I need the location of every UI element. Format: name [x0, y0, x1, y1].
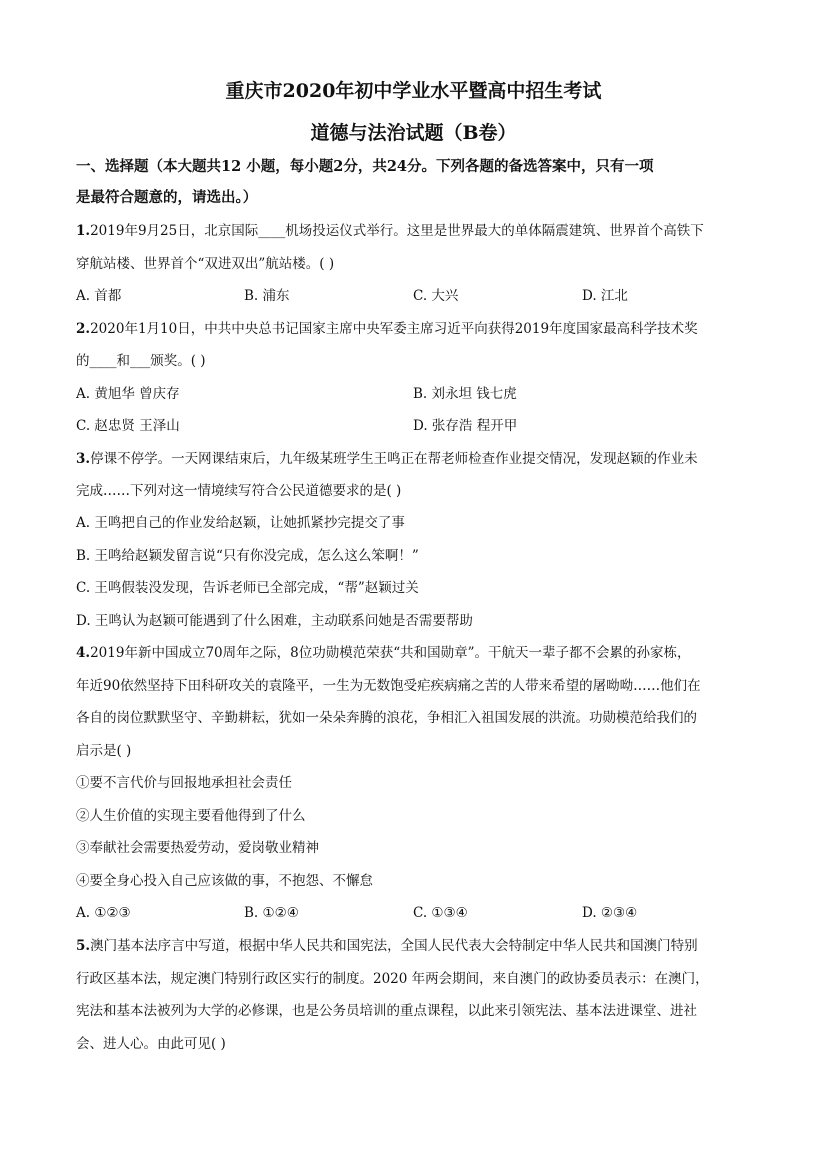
question-2-option-d: D. 张存浩 程开甲 [413, 418, 518, 434]
question-4-item-1: ①要不言代价与回报地承担社会责任 [76, 775, 292, 791]
question-3-stem-line-2: 完成……下列对这一情境续写符合公民道德要求的是( ) [76, 483, 402, 499]
question-4-option-a: A. ①②③ [76, 905, 131, 921]
question-4-stem-line-1 [76, 644, 691, 662]
question-2-option-c: C. 赵忠贤 王泽山 [76, 418, 180, 434]
question-3-option-d: D. 王鸣认为赵颖可能遇到了什么困难，主动联系问她是否需要帮助 [76, 613, 473, 629]
section-heading-line-2: 是最符合题意的，请选出。） [76, 189, 258, 206]
question-text: 澳门基本法序言中写道，根据中华人民共和国宪法，全国人民代表大会特制定中华人民共和国澳门特别 [90, 938, 698, 954]
question-number: 5. [76, 938, 91, 954]
question-2-option-a: A. 黄旭华 曾庆存 [76, 386, 180, 402]
question-2-stem-line-2: 的____和___颁奖。( ) [76, 353, 206, 369]
question-5-stem-line-2: 行政区基本法，规定澳门特别行政区实行的制度。2020 年两会期间，来自澳门的政协委员表示：在澳门， [76, 971, 709, 987]
question-5-stem-line-3: 宪法和基本法被列为大学的必修课，也是公务员培训的重点课程，以此来引领宪法、基本法进课堂、进社 [76, 1003, 697, 1019]
question-4-option-c: C. ①③④ [413, 905, 468, 921]
question-number: 3. [76, 451, 91, 467]
question-4-option-b: B. ①②④ [244, 905, 299, 921]
question-text: 2020年1月10日，中共中央总书记国家主席中央军委主席习近平向获得2019年度国家最高科学技术奖 [90, 321, 698, 337]
question-4-stem-line-4: 启示是( ) [76, 743, 132, 759]
question-4-item-4: ④要全身心投入自己应该做的事，不抱怨、不懈怠 [76, 873, 373, 889]
question-4-stem-line-3: 各自的岗位默默坚守、辛勤耕耘，犹如一朵朵奔腾的浪花，争相汇入祖国发展的洪流。功勋模范给我们的 [76, 710, 697, 726]
question-3-stem-line-1 [76, 450, 698, 468]
question-4-item-3: ③奉献社会需要热爱劳动，爱岗敬业精神 [76, 840, 319, 856]
question-text: 停课不停学。一天网课结束后，九年级某班学生王鸣正在帮老师检查作业提交情况，发现赵颖的作业未 [90, 451, 698, 467]
question-2-stem-line-1 [76, 320, 698, 338]
exam-subtitle: 道德与法治试题（B卷） [310, 122, 517, 144]
question-number: 4. [76, 645, 91, 661]
exam-title: 重庆市2020年初中学业水平暨高中招生考试 [225, 80, 602, 102]
question-4-option-d: D. ②③④ [582, 905, 638, 921]
question-number: 2. [76, 321, 91, 337]
question-1-stem-line-1 [76, 222, 704, 240]
question-3-option-c: C. 王鸣假装没发现，告诉老师已全部完成，“帮”赵颖过关 [76, 580, 419, 596]
question-4-stem-line-2: 年近90依然坚持下田科研攻关的袁隆平，一生为无数饱受疟疾病痛之苦的人带来希望的屠呦呦……他们在 [76, 678, 701, 694]
question-number: 1. [76, 223, 91, 239]
question-1-option-b: B. 浦东 [244, 288, 290, 304]
question-3-option-b: B. 王鸣给赵颖发留言说“只有你没完成，怎么这么笨啊！” [76, 548, 419, 564]
question-1-option-d: D. 江北 [582, 288, 628, 304]
section-heading-line-1: 一、选择题（本大题共12 小题，每小题2分，共24分。下列各题的备选答案中，只有一项 [76, 158, 654, 175]
question-5-stem-line-1 [76, 937, 698, 955]
question-1-option-c: C. 大兴 [413, 288, 459, 304]
question-text: 2019年9月25日，北京国际____机场投运仪式举行。这里是世界最大的单体隔震建筑、世界首个高铁下 [90, 223, 704, 239]
question-2-option-b: B. 刘永坦 钱七虎 [413, 386, 517, 402]
question-1-stem-line-2: 穿航站楼、世界首个“双进双出”航站楼。( ) [76, 256, 335, 272]
question-text: 2019年新中国成立70周年之际，8位功勋模范荣获“共和国勋章”。干航天一辈子都不会累的孙家栋， [90, 645, 691, 661]
question-3-option-a: A. 王鸣把自己的作业发给赵颖，让她抓紧抄完提交了事 [76, 515, 405, 531]
question-5-stem-line-4: 会、进人心。由此可见( ) [76, 1036, 226, 1052]
question-4-item-2: ②人生价值的实现主要看他得到了什么 [76, 808, 306, 824]
question-1-option-a: A. 首都 [76, 288, 122, 304]
